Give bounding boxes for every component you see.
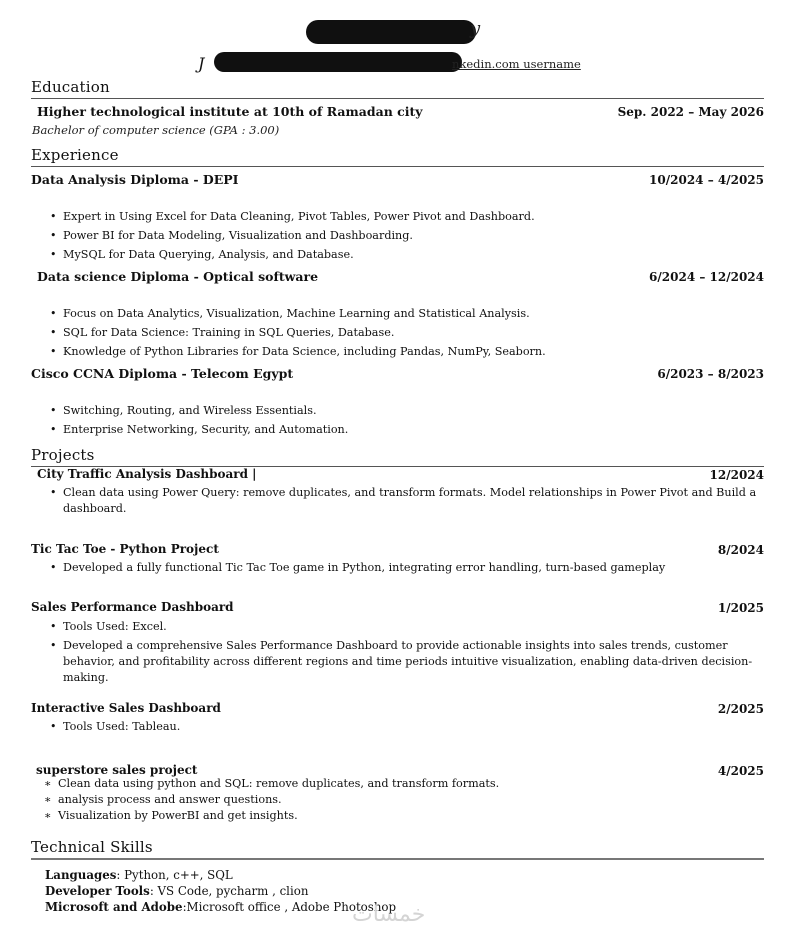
experience-heading: Experience — [31, 146, 764, 167]
list-item: ∗ Visualization by PowerBI and get insights. — [31, 808, 771, 824]
list-item: ∗ Clean data using python and SQL: remove duplicates, and transform formats. — [31, 776, 771, 792]
linkedin-link[interactable]: nkedin.com username — [452, 57, 581, 71]
skill-developer-tools: Developer Tools: VS Code, pycharm , clion — [45, 884, 309, 898]
skill-microsoft-adobe: Microsoft and Adobe:Microsoft office , Adobe Photoshop — [45, 900, 397, 914]
project-bullets — [31, 560, 771, 579]
contact-redaction — [214, 52, 462, 72]
list-item: • Switching, Routing, and Wireless Essentials. — [31, 401, 771, 420]
skills-list — [45, 867, 396, 915]
project-name: superstore sales project — [36, 763, 198, 777]
experience-role: Cisco CCNA Diploma - Telecom Egypt — [31, 366, 294, 381]
education-degree: Bachelor of computer science (GPA : 3.00) — [32, 123, 280, 137]
project-bullets — [31, 776, 771, 824]
skill-languages: Languages: Python, c++, SQL — [45, 868, 233, 882]
project-bullets — [31, 619, 771, 689]
name-redaction — [306, 20, 476, 44]
list-item: • Focus on Data Analytics, Visualization, Machine Learning and Statistical Analysis. — [31, 304, 771, 323]
list-item: • Enterprise Networking, Security, and Automation. — [31, 420, 771, 439]
list-item: • Clean data using Power Query: remove duplicates, and transform formats. Model relationships in Power Pivot and Build a dashboard. — [31, 485, 771, 517]
skills-heading: Technical Skills — [31, 838, 764, 860]
project-name: Sales Performance Dashboard — [31, 600, 234, 614]
experience-dates: 6/2024 – 12/2024 — [649, 270, 764, 284]
experience-bullets — [31, 304, 771, 361]
project-date: 8/2024 — [717, 543, 764, 557]
experience-dates: 6/2023 – 8/2023 — [657, 367, 764, 381]
project-name: City Traffic Analysis Dashboard | — [37, 467, 257, 481]
list-item: • Developed a fully functional Tic Tac Toe game in Python, integrating error handling, turn-based gameplay — [31, 560, 771, 576]
project-bullets — [31, 719, 771, 738]
experience-role: Data science Diploma - Optical software — [37, 269, 319, 284]
education-heading: Education — [31, 78, 764, 99]
list-item: • Power BI for Data Modeling, Visualization and Dashboarding. — [31, 226, 771, 245]
watermark-logo: خمسات — [352, 902, 426, 927]
list-item: • Tools Used: Excel. — [31, 619, 771, 635]
list-item: ∗ analysis process and answer questions. — [31, 792, 771, 808]
project-date: 1/2025 — [717, 601, 764, 615]
name-tail: y — [470, 18, 481, 39]
education-institution: Higher technological institute at 10th of Ramadan city — [37, 104, 423, 119]
list-item: • Developed a comprehensive Sales Performance Dashboard to provide actionable insights into sales trends, customer behavior, and profitability across different regions and time periods intuitive visualization, enabling data-driven decision-making. — [31, 638, 771, 686]
experience-bullets — [31, 401, 771, 439]
project-date: 12/2024 — [709, 468, 764, 482]
projects-heading: Projects — [31, 446, 764, 467]
experience-role: Data Analysis Diploma - DEPI — [31, 172, 239, 187]
list-item: • Expert in Using Excel for Data Cleaning, Pivot Tables, Power Pivot and Dashboard. — [31, 207, 771, 226]
project-name: Tic Tac Toe - Python Project — [31, 542, 219, 556]
project-name: Interactive Sales Dashboard — [31, 701, 221, 715]
project-bullets — [31, 485, 771, 520]
experience-dates: 10/2024 – 4/2025 — [649, 173, 764, 187]
project-date: 4/2025 — [717, 764, 764, 778]
project-date: 2/2025 — [717, 702, 764, 716]
list-item: • MySQL for Data Querying, Analysis, and Database. — [31, 245, 771, 264]
list-item: • Tools Used: Tableau. — [31, 719, 771, 735]
list-item: • Knowledge of Python Libraries for Data Science, including Pandas, NumPy, Seaborn. — [31, 342, 771, 361]
contact-lead: J — [198, 54, 205, 73]
education-dates: Sep. 2022 – May 2026 — [617, 105, 764, 119]
list-item: • SQL for Data Science: Training in SQL Queries, Database. — [31, 323, 771, 342]
experience-bullets — [31, 207, 771, 264]
